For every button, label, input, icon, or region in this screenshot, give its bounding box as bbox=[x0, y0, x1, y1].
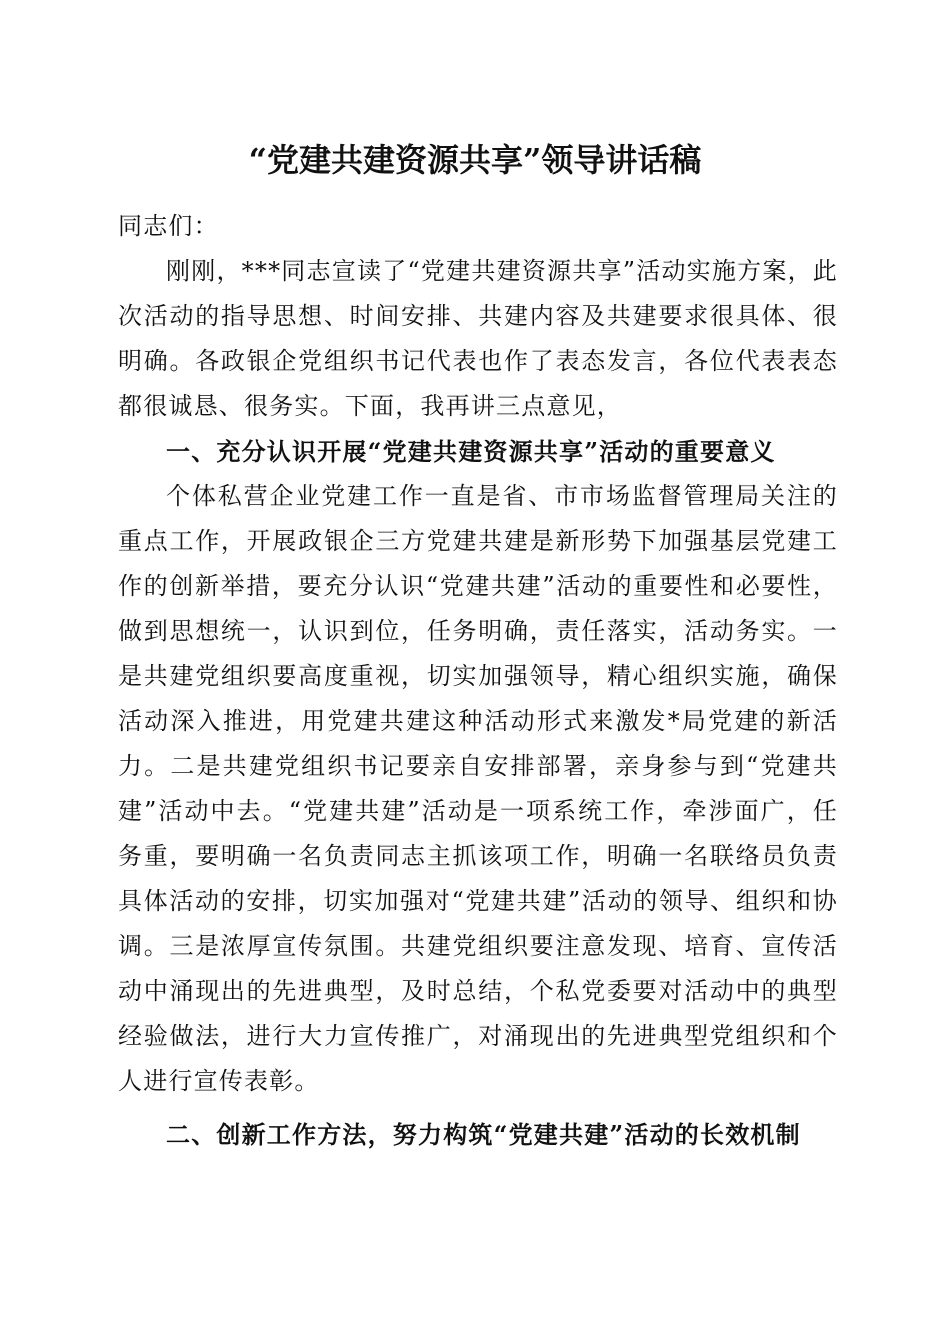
paragraph-section-1: 个体私营企业党建工作一直是省、市市场监督管理局关注的重点工作，开展政银企三方党建共建是新形势下加强基层党建工作的创新举措，要充分认识“党建共建”活动的重要性和必要性，做到思想统一，认识到位，任务明确，责任落实，活动务实。一是共建党组织要高度重视，切实加强领导，精心组织实施，确保活动深入推进，用党建共建这种活动形式来激发*局党建的新活力。二是共建党组织书记要亲自安排部署，亲身参与到“党建共建”活动中去。“党建共建”活动是一项系统工作，牵涉面广，任务重，要明确一名负责同志主抓该项工作，明确一名联络员负责具体活动的安排，切实加强对“党建共建”活动的领导、组织和协调。三是浓厚宣传氛围。共建党组织要注意发现、培育、宣传活动中涌现出的先进典型，及时总结，个私党委要对活动中的典型经验做法，进行大力宣传推广，对涌现出的先进典型党组织和个人进行宣传表彰。 bbox=[118, 482, 838, 1095]
section-heading-1: 一、充分认识开展“党建共建资源共享”活动的重要意义 bbox=[166, 437, 776, 466]
document-title: “党建共建资源共享”领导讲话稿 bbox=[248, 141, 702, 179]
greeting: 同志们： bbox=[118, 212, 219, 240]
section-heading-2: 二、创新工作方法，努力构筑“党建共建”活动的长效机制 bbox=[166, 1120, 801, 1149]
paragraph-opening: 刚刚，***同志宣读了“党建共建资源共享”活动实施方案，此次活动的指导思想、时间安排、共建内容及共建要求很具体、很明确。各政银企党组织书记代表也作了表态发言，各位代表表态都很诚恳、很务实。下面，我再讲三点意见， bbox=[118, 257, 838, 420]
document-body bbox=[118, 204, 838, 1157]
